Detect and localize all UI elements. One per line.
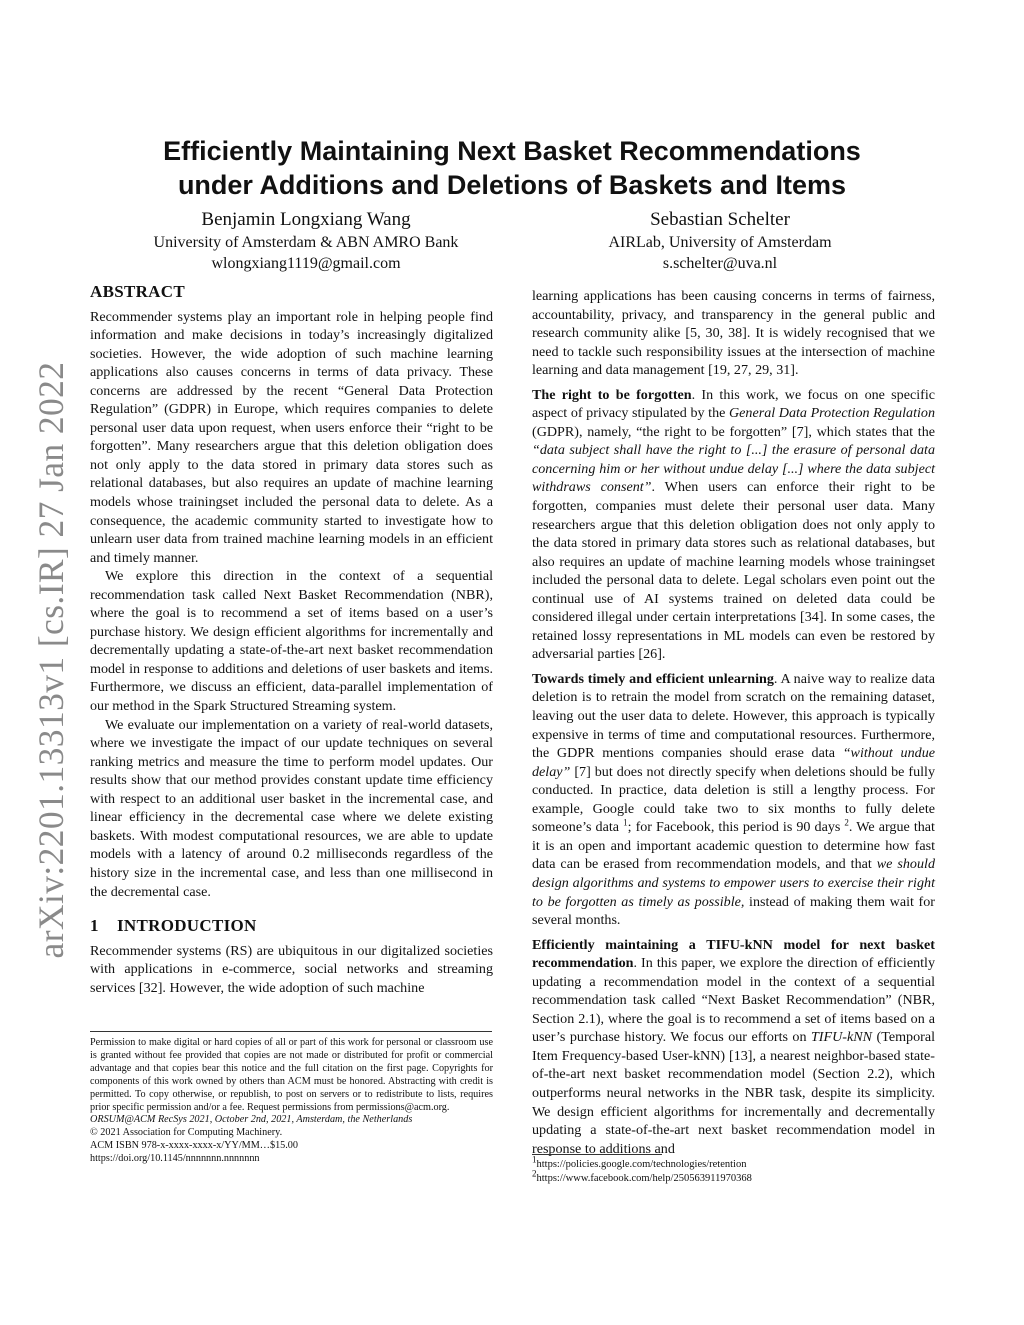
footnote-link[interactable]: https://policies.google.com/technologies/retention [536, 1159, 747, 1170]
abstract-heading: ABSTRACT [90, 282, 185, 301]
left-column [90, 283, 493, 997]
italic-quote: “data subject shall have the right to [...] the erasure of personal data concerning him or her without undue delay [...] where the data subject withdraws consent” [532, 442, 935, 496]
permission-block [90, 1037, 493, 1166]
section-heading-introduction [90, 917, 493, 936]
text-run: (GDPR), namely, “the right to be forgotten” [7], which states that the [532, 423, 935, 440]
paragraph-efficiently-maintaining [532, 936, 935, 1159]
author-name: Benjamin Longxiang Wang [201, 209, 411, 230]
run-in-heading: Towards timely and efficient unlearning [532, 670, 774, 687]
arxiv-identifier: arXiv:2201.13313v1 [cs.IR] 27 Jan 2022 [31, 361, 71, 959]
text-run: . When users can enforce their right to be forgotten, companies must delete their personal user data. Many researchers argue that this deletion obligation does not only apply to the data stored in primary data stores such as relational databases, but also requires an update of machine learning models whose trainingset included the personal data to delete. Legal scholars even point out the continual use of AI systems trained on deleted data could be considered illegal under certain interpretations [34]. In some cases, the retained lossy representations in ML models can even be restored by adversarial parties [26]. [532, 479, 936, 663]
arxiv-sidebar [28, 361, 74, 959]
abstract-paragraph-3: We evaluate our implementation on a variety of real-world datasets, where we investigate the impact of our update techniques on several ranking metrics and measure the time to perform model updates. Our results show that our method provides constant update time efficiency with respect to an additional user basket in the incremental case, and linear efficiency in the decremental case where we delete existing baskets. With modest computational resources, we are able to update models with a latency of around 0.2 milliseconds regardless of the history size in the incremental case, and less than one millisecond in the decremental case. [90, 716, 493, 900]
copyright-line: © 2021 Association for Computing Machinery. [90, 1127, 283, 1139]
text-run: . In this work, we focus on one specific aspect of privacy stipulated by the [532, 386, 935, 422]
footnote-mark: 2 [844, 817, 849, 828]
author-block-2 [505, 208, 935, 274]
footnote-link[interactable]: https://www.facebook.com/help/250563911970368 [536, 1173, 752, 1184]
author-affiliation: University of Amsterdam & ABN AMRO Bank [153, 234, 459, 251]
title-line-2: under Additions and Deletions of Baskets and Items [177, 170, 847, 200]
text-run: instead of making them wait for several months. [532, 893, 935, 929]
section-title: INTRODUCTION [117, 916, 257, 936]
paragraph-towards-unlearning [532, 670, 935, 930]
abstract-paragraph-1: Recommender systems play an important role in helping people find information and make decisions in today’s increasingly digitalized societies. However, the wide adoption of such machine learning applications also causes concerns in terms of data privacy. These concerns are addressed by the recent “General Data Protection Regulation” (GDPR) in Europe, which requires companies to delete personal user data upon request, when users enforce their “right to be forgotten”. Many researchers argue that this deletion obligation does not only apply to the data stored in primary data stores such as relational databases, but also requires an update of machine learning models whose trainingset included the personal data to delete. As a consequence, the academic community started to investigate how to unlearn user data from trained machine learning models in an efficient and timely manner. [90, 308, 493, 566]
venue-text: ORSUM@ACM RecSys 2021, October 2nd, 2021, Amsterdam, the Netherlands [90, 1114, 413, 1126]
author-email: wlongxiang1119@gmail.com [211, 255, 401, 272]
author-affiliation: AIRLab, University of Amsterdam [608, 234, 832, 251]
footnote-mark: 1 [623, 817, 628, 828]
text-run: . In this paper, we explore the direction of efficiently updating a recommendation model in the context of a sequential recommendation task called “Next Basket Recommendation” (NBR, Section 2.1), where the goal is to recommend a set of items based on a user’s purchase history. We focus our efforts on [532, 955, 935, 1046]
footnote-1 [532, 1154, 935, 1172]
text-run: ; for Facebook, this period is 90 days [627, 819, 845, 836]
doi-line: https://doi.org/10.1145/nnnnnnn.nnnnnnn [90, 1153, 260, 1165]
footnote-rule-left [90, 1031, 492, 1032]
author-name: Sebastian Schelter [650, 209, 790, 230]
italic-run: “without undue delay” [532, 745, 935, 780]
intro-paragraph-1: Recommender systems (RS) are ubiquitous in our digitalized societies with applications in e-commerce, social networks and streaming services [32]. However, the wide adoption of such machine [90, 942, 493, 996]
text-run: (Temporal Item Frequency-based User-kNN) [13], a nearest neighbor-based state-of-the-art next basket recommendation model (Section 2.2), which outperforms neural networks in the NBR task, despite its simplicity. We design efficient algorithms for incrementally and decrementally updating a state-of-the-art next basket recommendation model in response to additions and [532, 1029, 935, 1157]
author-block-1 [90, 208, 522, 274]
author-email: s.schelter@uva.nl [662, 255, 778, 272]
footnote-number: 2 [532, 1168, 537, 1179]
footnotes [532, 1154, 935, 1186]
text-run: . We argue that it is an open and important academic question to determine how fast data can be erased from recommendation models, and that [532, 819, 935, 873]
italic-run: we should design algorithms and systems to empower users to exercise their right to be forgotten as timely as possible, [532, 856, 935, 910]
footnote-2 [532, 1168, 935, 1186]
footnote-number: 1 [532, 1154, 537, 1165]
italic-run: General Data Protection Regulation [728, 405, 935, 422]
permission-text: Permission to make digital or hard copies of all or part of this work for personal or classroom use is granted without fee provided that copies are not made or distributed for profit or commercial advantage and that copies bear this notice and the full citation on the first page. Copyrights for components of this work owned by others than ACM must be honored. Abstracting with credit is permitted. To copy otherwise, or republish, to post on servers or to redistribute to lists, requires prior specific permission and/or a fee. Request permissions from permissions@acm.org. [90, 1037, 493, 1113]
footnote-rule-right [532, 1154, 662, 1155]
title-line-1: Efficiently Maintaining Next Basket Recommendations [163, 136, 861, 166]
section-number: 1 [90, 916, 99, 936]
abstract-paragraph-2: We explore this direction in the context of a sequential recommendation task called Next Basket Recommendation (NBR), where the goal is to recommend a set of items based on a user’s purchase history. We design efficient algorithms for incrementally and decrementally updating a state-of-the-art next basket recommendation model in response to additions and deletions of user baskets and items. Furthermore, we discuss an efficient, data-parallel implementation of our method in the Spark Structured Streaming system. [90, 568, 493, 715]
right-paragraph-0: learning applications has been causing concerns in terms of fairness, accountability, privacy, and transparency in the general public and research community alike [5, 30, 38]. It is widely recognised that we need to tackle such responsibility issues at the intersection of machine learning and data management [19, 27, 29, 31]. [532, 288, 935, 379]
paper-title [90, 134, 934, 202]
italic-run: TIFU-kNN [810, 1029, 873, 1046]
text-run: . A naive way to realize data deletion is to retrain the model from scratch on the remaining dataset, leaving out the user data to delete. However, this approach is typically expensive in terms of time and computational resources. Furthermore, the GDPR mentions companies should erase data [532, 670, 935, 762]
run-in-heading: The right to be forgotten [532, 386, 692, 403]
venue-line [90, 1114, 493, 1127]
paragraph-right-to-be-forgotten [532, 386, 935, 664]
text-run: [7] but does not directly specify when deletions should be fully conducted. In practice, data deletion is still a lengthy process. For example, Google could take two to six months to fully delete someone’s data [532, 763, 935, 836]
isbn-line: ACM ISBN 978-x-xxxx-xxxx-x/YY/MM…$15.00 [90, 1140, 298, 1152]
run-in-heading: Efficiently maintaining a TIFU-kNN model for next basket recommendation [532, 936, 935, 972]
right-column [532, 287, 935, 1158]
